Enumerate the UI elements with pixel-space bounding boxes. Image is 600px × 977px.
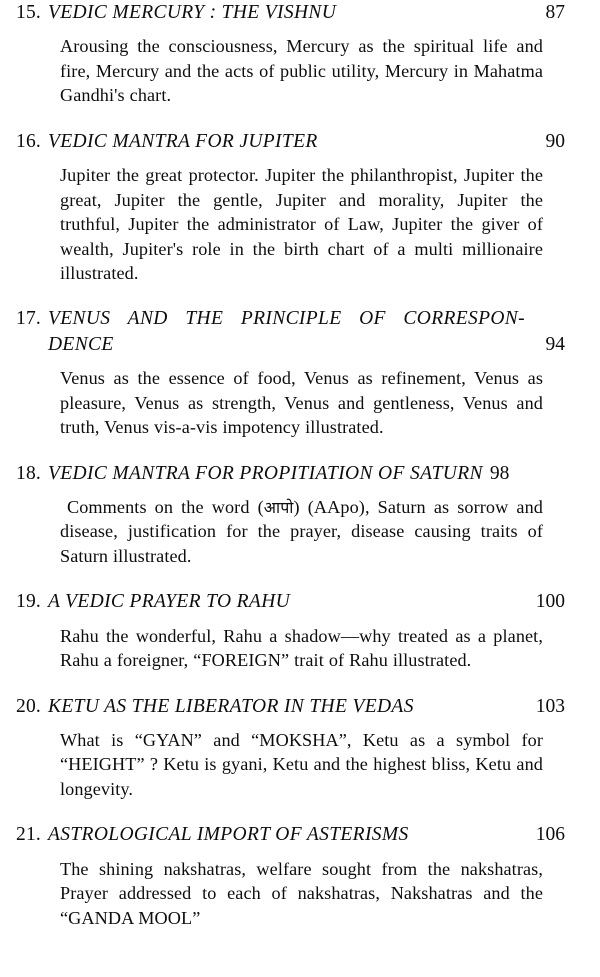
toc-entry-description: Venus as the essence of food, Venus as refinement, Venus as pleasure, Venus as strength, Venus and gentleness, Venus and truth, Venus vis-a-vis impotency illustrated. — [60, 368, 543, 438]
toc-entry-21 — [0, 822, 600, 930]
toc-entry-page-number: 87 — [545, 2, 565, 23]
toc-entry-number: 16. — [16, 130, 41, 152]
toc-entry-title-block — [48, 0, 525, 25]
toc-entry-20 — [0, 694, 600, 802]
toc-entry-title-row[interactable] — [0, 694, 600, 719]
toc-entry-page-number: 98 — [489, 462, 510, 484]
toc-entry-title-row[interactable] — [0, 0, 600, 25]
toc-entry-number: 17. — [16, 308, 41, 330]
toc-entry-page-number: 90 — [545, 130, 565, 152]
toc-entry-page-number: 94 — [545, 333, 565, 355]
toc-entry-title: VEDIC MANTRA FOR JUPITER — [48, 130, 318, 152]
toc-entry-number: 19. — [16, 591, 41, 613]
toc-entry-title-row[interactable] — [0, 129, 600, 154]
entry-spacer — [0, 108, 600, 129]
toc-entry-title-row[interactable] — [0, 461, 600, 486]
devanagari-word: आपो — [263, 497, 294, 517]
entry-spacer — [0, 440, 600, 461]
toc-entry-title-block — [48, 694, 525, 719]
description-post: ) (AApo), Saturn as sorrow and disease, justification for the prayer, disease causing traits of Saturn illustrated. — [60, 496, 543, 566]
toc-entry-description — [0, 495, 600, 568]
toc-entry-title-block — [48, 129, 525, 154]
toc-entry-page-number: 100 — [535, 591, 565, 613]
toc-entry-title-block — [48, 589, 525, 614]
toc-entry-page-number: 106 — [535, 824, 565, 846]
toc-entry-title-block — [48, 461, 483, 486]
toc-entry-number: 20. — [16, 695, 41, 717]
toc-entry-description: Arousing the consciousness, Mercury as the spiritual life and fire, Mercury and the acts of public utility, Mercury in Mahatma Gandhi's chart. — [60, 36, 543, 106]
toc-entry-title-row[interactable] — [0, 822, 600, 847]
toc-entry-title-block — [48, 822, 525, 847]
entry-spacer — [0, 673, 600, 694]
toc-entry-title-line-1: VENUS AND THE PRINCIPLE OF CORRESPON- — [48, 308, 525, 330]
toc-entry-number: 15. — [16, 2, 41, 23]
toc-entry-17 — [0, 306, 600, 439]
entry-spacer — [0, 285, 600, 306]
toc-entry-description: Rahu the wonderful, Rahu a shadow—why treated as a planet, Rahu a foreigner, “FOREIGN” trait of Rahu illustrated. — [60, 625, 543, 671]
toc-entry-title-block — [48, 306, 525, 357]
toc-entry-18 — [0, 461, 600, 569]
entry-spacer — [0, 801, 600, 822]
description-pre: Comments on the word ( — [67, 496, 264, 517]
toc-entry-title: VEDIC MANTRA FOR PROPITIATION OF SATURN — [48, 462, 483, 484]
toc-entry-title: A VEDIC PRAYER TO RAHU — [48, 591, 291, 613]
toc-entry-description: What is “GYAN” and “MOKSHA”, Ketu as a symbol for “HEIGHT” ? Ketu is gyani, Ketu and the highest bliss, Ketu and longevity. — [60, 729, 543, 799]
toc-entry-title-row[interactable] — [0, 306, 600, 357]
toc-entry-number: 18. — [16, 462, 41, 484]
toc-entry-title: VEDIC MERCURY : THE VISHNU — [48, 2, 337, 23]
toc-entry-16 — [0, 129, 600, 286]
toc-entry-number: 21. — [16, 824, 41, 846]
toc-entry-description: The shining nakshatras, welfare sought from the nakshatras, Prayer addressed to each of nakshatras, Nakshatras and the “GANDA MOOL” — [60, 858, 543, 928]
toc-entry-19 — [0, 589, 600, 672]
toc-entry-title: KETU AS THE LIBERATOR IN THE VEDAS — [48, 695, 414, 717]
toc-entry-title-row[interactable] — [0, 589, 600, 614]
toc-entry-description: Jupiter the great protector. Jupiter the philanthropist, Jupiter the great, Jupiter the gentle, Jupiter and morality, Jupiter the truthful, Jupiter the administrator of Law, Jupiter the giver of wealth, Jupiter's role in the birth chart of a multi millionaire illustrated. — [60, 165, 543, 283]
toc-entry-title: ASTROLOGICAL IMPORT OF ASTERISMS — [48, 824, 409, 846]
toc-entry-15 — [0, 0, 600, 108]
entry-spacer — [0, 568, 600, 589]
toc-entry-title-line-2: DENCE — [48, 333, 114, 355]
toc-entry-page-number: 103 — [535, 695, 565, 717]
